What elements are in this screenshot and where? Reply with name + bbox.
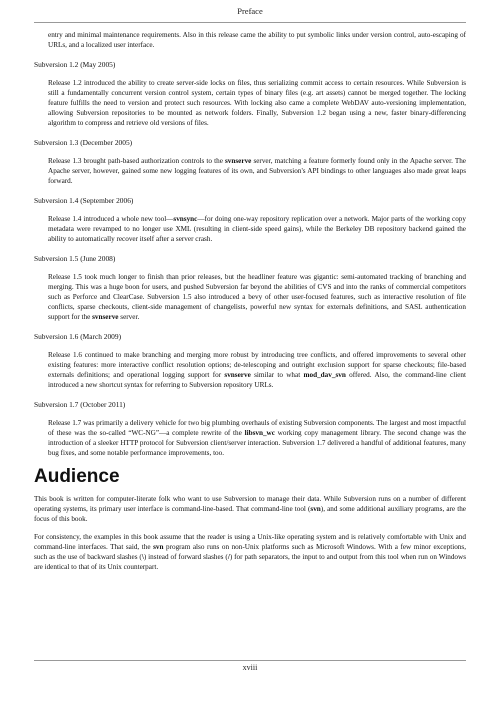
version-label-1-2: Subversion 1.2 (May 2005) [34, 60, 116, 69]
version-text-1-5 [48, 272, 466, 322]
version-text-1-3 [48, 156, 466, 186]
text-run: Release 1.4 introduced a whole new tool— [48, 215, 174, 223]
text-run: Release 1.2 introduced the ability to create server-side locks on files, thus serializing commit access to certain resources. While Subversion is still a fundamentally concurrent version control system, certain types of binary files (e.g. art assets) cannot be merged together. The locking feature fulfills the need to version and protect such resources. With locking also came a complete WebDAV auto-versioning implementation, allowing Subversion repositories to be mounted as network folders. Finally, Subversion 1.2 began using a new, faster binary-differencing algorithm to compress and retrieve old versions of files. [48, 79, 466, 127]
text-run: server, matching a feature formerly found only in the Apache server. The Apache server, however, gained some new logging features of its own, and Subversion's API bindings to other languages also made great leaps forward. [48, 157, 466, 185]
text-run: Release 1.3 brought path-based authorization controls to the [48, 157, 225, 165]
text-run: server. [118, 313, 140, 321]
version-label-1-3: Subversion 1.3 (December 2005) [34, 138, 133, 147]
command-name: svnserve [225, 157, 252, 165]
header-divider [34, 22, 466, 23]
text-run: Release 1.7 was primarily a delivery vehicle for two big plumbing overhauls of existing Subversion components. The largest and most impactful of these was the so-called “WC-NG”—a complete rewrite of the [48, 419, 466, 437]
version-label-1-4: Subversion 1.4 (September 2006) [34, 196, 134, 205]
command-name: svn [310, 505, 321, 513]
version-label-1-6: Subversion 1.6 (March 2009) [34, 332, 122, 341]
text-run: ), and some additional auxiliary programs, are the focus of this book. [34, 505, 466, 523]
version-label-1-5: Subversion 1.5 (June 2008) [34, 254, 116, 263]
page-number: xviii [242, 663, 258, 672]
version-text-1-4 [48, 214, 466, 244]
text-run: program also runs on non-Unix platforms such as Microsoft Windows. With a few minor exceptions, such as the use of backward slashes ( [34, 543, 466, 561]
command-name: svnserve [92, 313, 119, 321]
command-name: svnserve [224, 371, 251, 379]
text-run: ) instead of forward slashes ( [143, 553, 228, 561]
text-run: similar to what [250, 371, 304, 379]
audience-paragraph-2 [34, 532, 466, 572]
text-run: Release 1.6 continued to make branching and merging more robust by introducing tree conflicts, and offered improvements to several other existing features: more interactive conflict resolution options; de-telescoping and outright exclusion support for sparse checkouts; file-based externals definitions; and operational logging support for [48, 351, 466, 379]
command-name: libsvn_wc [244, 429, 275, 437]
text-run: offered. Also, the command-line client introduced a new shortcut syntax for referring to Subversion repository URLs. [48, 371, 467, 389]
slash-char: / [227, 553, 230, 561]
text-run: —for doing one-way repository replication over a network. Major parts of the working copy metadata were revamped to no longer use XML (resulting in client-side speed gains), while the Berkeley DB repository backend gained the ability to automatically recover itself after a server crash. [48, 215, 466, 243]
text-run: working copy management library. The second change was the introduction of a sleeker HTTP protocol for Subversion client/server interaction. Subversion 1.7 delivered a handful of additional features, many bug fixes, and some notable performance improvements, too. [48, 429, 466, 457]
text-run: ) for path separators, the input to and output from this tool when run on Windows are identical to that of its Unix counterpart. [34, 553, 467, 571]
backslash-char: \ [141, 553, 144, 561]
text-run: For consistency, the examples in this book assume that the reader is using a Unix-like operating system and is relatively comfortable with Unix and command-line interfaces. That said, the [34, 533, 466, 551]
version-label-1-7: Subversion 1.7 (October 2011) [34, 400, 126, 409]
audience-paragraph-1 [34, 494, 466, 524]
version-text-1-2 [48, 78, 466, 128]
text-run: Release 1.5 took much longer to finish than prior releases, but the headliner feature was gigantic: semi-automated tracking of branching and merging. This was a huge boon for users, and pushed Subversion far beyond the abilities of CVS and into the ranks of commercial competitors such as Perforce and ClearCase. Subversion 1.5 also introduced a bevy of other user-focused features, such as interactive resolution of file conflicts, sparse checkouts, client-side management of changelists, powerful new syntax for externals definitions, and SASL authentication support for the [48, 273, 466, 321]
paragraph-spacer [34, 524, 466, 532]
page-body [34, 30, 466, 572]
command-name: svnsync [173, 215, 198, 223]
version-text-1-7 [48, 418, 466, 458]
text-run: This book is written for computer-literate folk who want to use Subversion to manage their data. While Subversion runs on a number of different operating systems, its primary user interface is command-line-based. That command-line tool ( [34, 495, 466, 513]
version-text-1-6 [48, 350, 466, 390]
running-header: Preface [237, 6, 263, 16]
section-heading-audience: Audience [34, 466, 120, 487]
command-name: svn [153, 543, 164, 551]
footer-divider [34, 660, 466, 661]
command-name: mod_dav_svn [303, 371, 346, 379]
intro-paragraph: entry and minimal maintenance requirements. Also in this release came the ability to put symbolic links under version control, auto-escaping of URLs, and a localized user interface. [48, 31, 466, 49]
